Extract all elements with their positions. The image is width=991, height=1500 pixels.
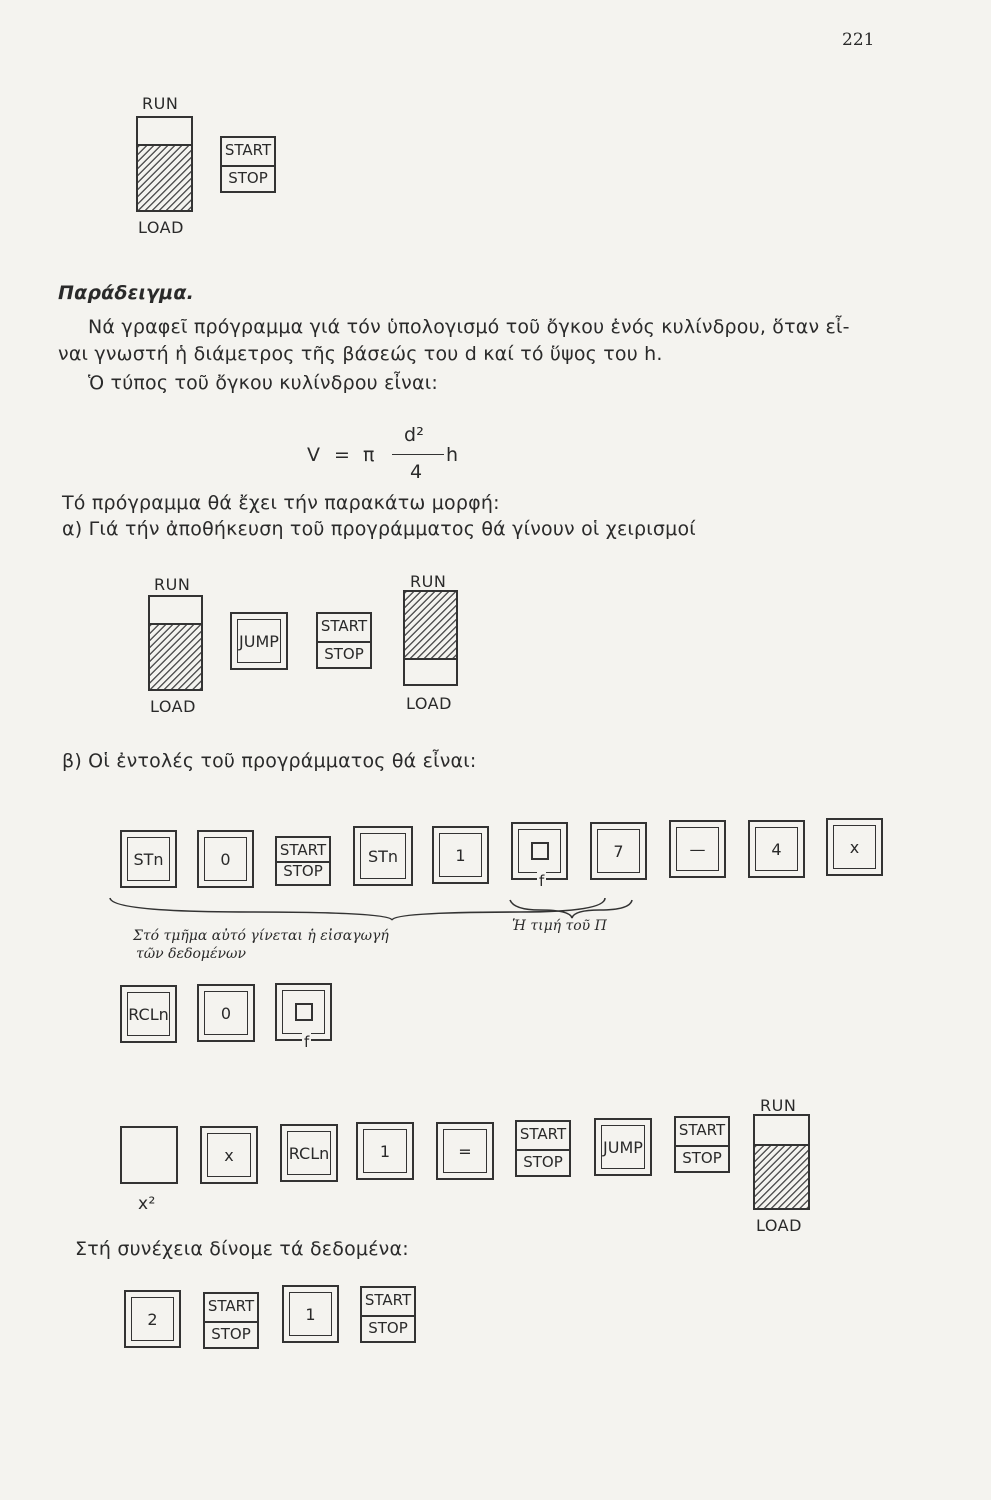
load-label-2: LOAD	[150, 697, 196, 716]
stop-text: STOP	[228, 169, 268, 187]
load-label-3: LOAD	[406, 694, 452, 713]
key-text: 4	[771, 839, 782, 859]
key-text: STn	[133, 849, 164, 869]
program-key-0-b	[197, 984, 255, 1042]
start-text-6: START	[207, 1297, 255, 1315]
start-stop-key	[220, 136, 276, 193]
program-key-rcln-0	[120, 985, 177, 1043]
formula-eq: =	[334, 444, 351, 466]
load-label-4: LOAD	[756, 1216, 802, 1235]
program-key-equals	[436, 1122, 494, 1180]
key-text: —	[689, 839, 706, 859]
jump-key	[230, 612, 288, 670]
jump-text-2: JUMP	[603, 1137, 643, 1157]
jump-text: JUMP	[239, 631, 279, 651]
data-key-2	[124, 1290, 181, 1348]
start-text-2: START	[320, 617, 368, 635]
program-key-stn-1	[353, 826, 413, 886]
run-load-switch-load	[136, 116, 193, 212]
data-key-1	[282, 1285, 339, 1343]
key-text: =	[458, 1141, 472, 1161]
run-label: RUN	[142, 94, 179, 113]
formula-pi: π	[363, 444, 375, 466]
key-text: RCLn	[128, 1004, 169, 1024]
switch-hatch-2	[150, 625, 201, 689]
program-key-minus	[669, 820, 726, 878]
run-load-switch-load-2	[148, 595, 203, 691]
key-text: 1	[379, 1141, 391, 1161]
run-load-switch-load-3	[753, 1114, 810, 1210]
key-text: 2	[147, 1309, 158, 1329]
program-key-stn-0	[120, 830, 177, 888]
program-key-x-b	[200, 1126, 258, 1184]
program-key-x-squared	[120, 1126, 178, 1184]
data-entry-line: Στή συνέχεια δίνομε τά δεδομένα:	[75, 1238, 409, 1260]
note-pi-value: Ἡ τιμή τοῦ Π	[512, 918, 607, 934]
square-icon	[531, 842, 549, 860]
program-key-rcln-1	[280, 1124, 338, 1182]
switch-hatch-4	[755, 1146, 808, 1208]
start-stop-key-4	[515, 1120, 571, 1177]
start-stop-key-5	[674, 1116, 730, 1173]
square-icon	[295, 1003, 313, 1021]
step-a-line: α) Γιά τήν ἀποθήκευση τοῦ προγράμματος θά γίνουν οἱ χειρισμοί	[62, 518, 696, 540]
start-stop-key-6	[203, 1292, 259, 1349]
stop-text-4: STOP	[523, 1153, 563, 1171]
start-text: START	[224, 141, 272, 159]
intro-line-3: Ὁ τύπος τοῦ ὄγκου κυλίνδρου εἶναι:	[88, 372, 438, 394]
key-text: 0	[220, 1003, 232, 1023]
x-squared-label: x²	[138, 1194, 156, 1214]
key-text: STn	[367, 846, 399, 866]
switch-hatch-3	[405, 592, 456, 658]
key-text: x	[849, 837, 860, 857]
f-label: f	[539, 872, 545, 890]
start-text-7: START	[364, 1291, 412, 1309]
run-label-3: RUN	[410, 572, 447, 591]
key-text: 0	[220, 849, 231, 869]
pi-brace	[510, 900, 632, 918]
key-text: 1	[305, 1304, 316, 1324]
stop-text-6: STOP	[211, 1325, 251, 1343]
stop-text-7: STOP	[368, 1319, 408, 1337]
intro-line-1: Νά γραφεῖ πρόγραμμα γιά τόν ὑπολογισμό τοῦ ὄγκου ἑνός κυλίνδρου, ὅταν εἶ-	[88, 316, 850, 338]
key-text: RCLn	[288, 1143, 330, 1163]
start-stop-key-7	[360, 1286, 416, 1343]
switch-hatch	[138, 146, 191, 210]
formula-denominator: 4	[410, 461, 423, 483]
program-key-4	[748, 820, 805, 878]
stop-text-2: STOP	[324, 645, 364, 663]
stop-text-5: STOP	[682, 1149, 722, 1167]
formula-numerator: d²	[404, 424, 425, 446]
fraction-bar	[392, 454, 444, 455]
start-stop-key-3	[275, 836, 331, 886]
key-text: 1	[455, 845, 466, 865]
run-load-switch-run	[403, 590, 458, 686]
intro-line-2: ναι γνωστή ἡ διάμετρος τῆς βάσεώς του d καί τό ὕψος του h.	[58, 343, 663, 365]
note-data-entry-2: τῶν δεδομένων	[136, 946, 246, 962]
program-key-1-b	[356, 1122, 414, 1180]
run-label-4: RUN	[760, 1096, 797, 1115]
start-text-3: START	[279, 841, 327, 859]
start-text-4: START	[519, 1125, 567, 1143]
page-number: 221	[842, 30, 875, 50]
example-heading: Παράδειγμα.	[58, 282, 195, 304]
start-stop-key-2	[316, 612, 372, 669]
step-b-line: β) Οἱ ἐντολές τοῦ προγράμματος θά εἶναι:	[62, 750, 477, 772]
key-text: x	[224, 1145, 234, 1165]
program-form-line: Τό πρόγραμμα θά ἔχει τήν παρακάτω μορφή:	[62, 492, 500, 514]
jump-key-2	[594, 1118, 652, 1176]
program-key-1	[432, 826, 489, 884]
key-text: 7	[613, 841, 624, 861]
load-label: LOAD	[138, 218, 184, 237]
start-text-5: START	[678, 1121, 726, 1139]
stop-text-3: STOP	[283, 862, 323, 880]
program-key-0	[197, 830, 254, 888]
note-data-entry: Στό τμῆμα αὐτό γίνεται ἡ εἰσαγωγή	[133, 928, 389, 944]
formula-h: h	[446, 444, 459, 466]
program-key-x	[826, 818, 883, 876]
formula-lhs: V	[307, 444, 321, 466]
program-key-7	[590, 822, 647, 880]
run-label-2: RUN	[154, 575, 191, 594]
f-label-2: f	[304, 1033, 310, 1051]
